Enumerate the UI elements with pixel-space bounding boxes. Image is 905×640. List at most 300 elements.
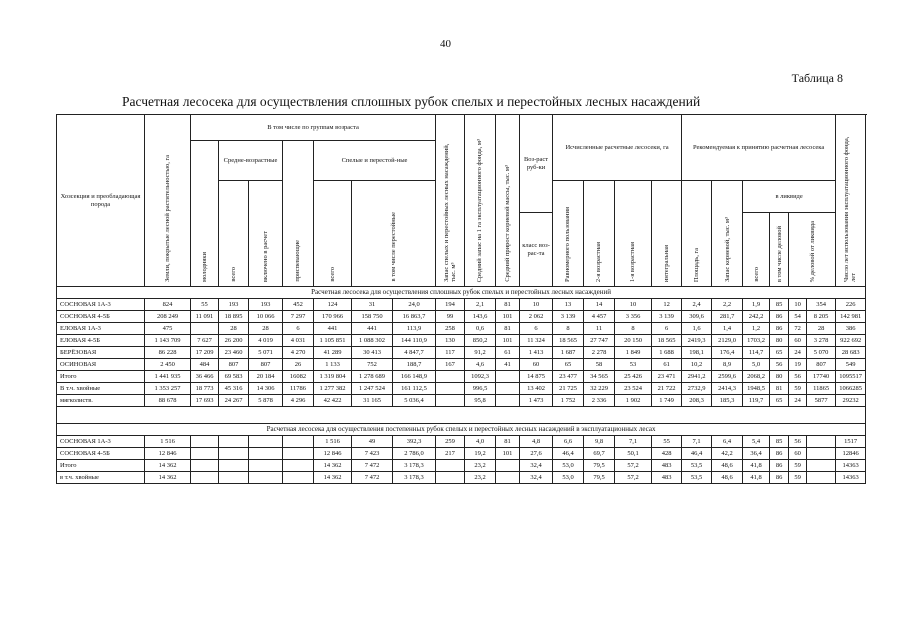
table-cell: 36 466	[191, 371, 219, 383]
table-cell: 176,4	[712, 347, 743, 359]
table-cell: 4,6	[465, 359, 496, 371]
table-cell: 1703,2	[743, 335, 770, 347]
table-row	[57, 383, 866, 395]
table-cell: 3 356	[615, 311, 652, 323]
table-cell: 10	[615, 299, 652, 311]
table-cell: 86	[770, 460, 789, 472]
table-cell: 48,6	[712, 472, 743, 484]
section-gap-cell	[57, 407, 866, 424]
table-cell: 483	[652, 472, 682, 484]
table-cell: 1 247 524	[352, 383, 393, 395]
table-cell: 81	[770, 383, 789, 395]
table-cell: 79,5	[584, 472, 615, 484]
table-cell: 1 752	[553, 395, 584, 407]
table-row	[57, 311, 866, 323]
table-cell: 9,8	[584, 436, 615, 448]
table-cell: 18 773	[191, 383, 219, 395]
table-cell: 17 209	[191, 347, 219, 359]
table-cell: 56	[770, 359, 789, 371]
table-cell: 65	[553, 359, 584, 371]
table-cell: 1,4	[712, 323, 743, 335]
table-cell: 20 184	[249, 371, 283, 383]
table-cell: 2 278	[584, 347, 615, 359]
table-cell	[191, 448, 219, 460]
table-cell: 807	[249, 359, 283, 371]
table-cell: 11 324	[520, 335, 553, 347]
section-1-title: Расчетная лесосека для осуществления сплошных рубок спелых и перестойных лесных насаждений	[57, 287, 866, 299]
page-number: 40	[440, 38, 451, 50]
table-cell: 16 863,7	[393, 311, 436, 323]
table-cell: 17 693	[191, 395, 219, 407]
header-root-stock: Запас корневой, тыс. м³	[712, 181, 743, 287]
table-cell: 29232	[836, 395, 866, 407]
table-cell: 21 725	[553, 383, 584, 395]
table-cell	[219, 436, 249, 448]
header-area-ha: Площадь, га	[682, 181, 712, 287]
table-row	[57, 299, 866, 311]
table-cell: 2419,3	[682, 335, 712, 347]
table-cell: 4 457	[584, 311, 615, 323]
table-cell: 208 249	[145, 311, 191, 323]
table-cell: 14 362	[314, 460, 352, 472]
table-cell: 81	[496, 323, 520, 335]
table-cell: 1 902	[615, 395, 652, 407]
table-cell: 50,1	[615, 448, 652, 460]
row-label: Итого	[57, 460, 145, 472]
table-cell: 21 722	[652, 383, 682, 395]
table-cell: 3 139	[553, 311, 584, 323]
header-stock: Запас спелых и перестойных лесных насаждений, тыс. м³	[436, 115, 465, 287]
table-cell: 1 849	[615, 347, 652, 359]
table-cell: 117	[436, 347, 465, 359]
table-cell: 2 450	[145, 359, 191, 371]
table-cell: 19	[789, 359, 807, 371]
table-cell: 69 583	[219, 371, 249, 383]
table-row	[57, 436, 866, 448]
table-cell: 7 472	[352, 472, 393, 484]
header-ripe-all: всего	[314, 181, 352, 287]
table-cell: 20 150	[615, 335, 652, 347]
table-cell: 2599,6	[712, 371, 743, 383]
table-cell: 60	[520, 359, 553, 371]
table-cell: 45 316	[219, 383, 249, 395]
header-uniform: Равномерного пользования	[553, 181, 584, 287]
table-cell	[219, 460, 249, 472]
header-avg-growth: Средний прирост корневой массы, тыс. м³	[496, 115, 520, 287]
table-cell: 850,2	[465, 335, 496, 347]
table-cell: 309,6	[682, 311, 712, 323]
table-cell: 28 683	[836, 347, 866, 359]
table-cell: 8	[553, 323, 584, 335]
table-cell	[219, 472, 249, 484]
table-cell	[283, 472, 314, 484]
table-cell: 7 472	[352, 460, 393, 472]
table-cell: 144 110,9	[393, 335, 436, 347]
table-row	[57, 472, 866, 484]
section-gap	[57, 407, 866, 424]
table-cell	[496, 472, 520, 484]
table-cell: 3 278	[807, 335, 836, 347]
section-1-body	[57, 287, 866, 407]
table-cell: 166 148,9	[393, 371, 436, 383]
table-cell: 4,0	[465, 436, 496, 448]
table-cell: 6	[520, 323, 553, 335]
table-cell: 1 413	[520, 347, 553, 359]
table-cell: 4 031	[283, 335, 314, 347]
table-cell: 7 297	[283, 311, 314, 323]
table-cell: 2 786,0	[393, 448, 436, 460]
table-cell	[283, 436, 314, 448]
table-cell: 86	[770, 323, 789, 335]
header-integral: интегральная	[652, 181, 682, 287]
table-cell: 99	[436, 311, 465, 323]
table-cell: 5877	[807, 395, 836, 407]
table-cell: 59	[789, 383, 807, 395]
table-label: Таблица 8	[791, 71, 843, 85]
table-cell: 4,8	[520, 436, 553, 448]
table-cell: 452	[283, 299, 314, 311]
header-first-age: 1-я возрастная	[615, 181, 652, 287]
table-cell: 1 105 851	[314, 335, 352, 347]
table-cell: 49	[352, 436, 393, 448]
table-cell: 61	[652, 359, 682, 371]
table-cell: 208,3	[682, 395, 712, 407]
table-cell: 28	[249, 323, 283, 335]
table-cell: 48,6	[712, 460, 743, 472]
table-cell: 2 336	[584, 395, 615, 407]
header-ripe-overmature: Спелые и перестой-ные	[314, 141, 436, 181]
table-cell: 32,4	[520, 472, 553, 484]
table-cell: 14 362	[314, 472, 352, 484]
table-cell: 441	[352, 323, 393, 335]
table-cell	[249, 472, 283, 484]
table-cell	[436, 395, 465, 407]
header-ripening: приспевающие	[283, 141, 314, 287]
forest-felling-table	[56, 114, 866, 484]
table-cell	[283, 460, 314, 472]
row-label: в т.ч. хвойные	[57, 472, 145, 484]
table-cell: 14 306	[249, 383, 283, 395]
table-cell: 1517	[836, 436, 866, 448]
header-area: Земли, покрытые лесной растительностью, га	[145, 115, 191, 287]
table-cell: 53	[615, 359, 652, 371]
table-cell: 85	[770, 436, 789, 448]
table-cell: 7,1	[682, 436, 712, 448]
row-label: В т.ч. хвойные	[57, 383, 145, 395]
table-cell	[807, 436, 836, 448]
table-cell: 65	[770, 395, 789, 407]
table-cell	[496, 383, 520, 395]
header-age-class: класс воз-рас-та	[520, 213, 553, 287]
table-cell: 31 165	[352, 395, 393, 407]
header-liq-pct: % деловой от ликвида	[789, 213, 836, 287]
row-label: ОСИНОВАЯ	[57, 359, 145, 371]
table-row	[57, 323, 866, 335]
table-cell: 18 895	[219, 311, 249, 323]
table-cell: 119,7	[743, 395, 770, 407]
table-cell: 17740	[807, 371, 836, 383]
table-cell: 23 477	[553, 371, 584, 383]
table-cell	[496, 371, 520, 383]
table-cell: 1,9	[743, 299, 770, 311]
table-cell: 1095517	[836, 371, 866, 383]
table-cell: 158 750	[352, 311, 393, 323]
header-felling-age: Воз-раст руб-ки	[520, 115, 553, 213]
table-cell: 80	[770, 335, 789, 347]
table-cell: 95,8	[465, 395, 496, 407]
table-cell	[807, 448, 836, 460]
row-label: мягколиств.	[57, 395, 145, 407]
table-cell: 10,2	[682, 359, 712, 371]
table-cell: 53,5	[682, 460, 712, 472]
table-cell: 1 278 689	[352, 371, 393, 383]
table-cell: 194	[436, 299, 465, 311]
header-second-age: 2-я возрастная	[584, 181, 615, 287]
table-cell: 2 062	[520, 311, 553, 323]
table-cell: 3 178,3	[393, 472, 436, 484]
table-cell: 55	[191, 299, 219, 311]
table-cell: 88 678	[145, 395, 191, 407]
table-cell: 6	[652, 323, 682, 335]
table-cell	[807, 460, 836, 472]
table-cell: 36,4	[743, 448, 770, 460]
table-cell: 1 516	[145, 436, 191, 448]
table-cell: 1 749	[652, 395, 682, 407]
table-cell: 81	[496, 436, 520, 448]
table-title: Расчетная лесосека для осуществления сплошных рубок спелых и перестойных лесных насаждений	[122, 94, 701, 109]
table-cell: 5,0	[743, 359, 770, 371]
table-cell: 824	[145, 299, 191, 311]
table-cell: 24	[789, 395, 807, 407]
table-cell: 193	[249, 299, 283, 311]
table-cell: 41,8	[743, 472, 770, 484]
table-cell: 2732,9	[682, 383, 712, 395]
table-cell: 86	[770, 311, 789, 323]
table-cell: 59	[789, 472, 807, 484]
table-cell: 101	[496, 311, 520, 323]
header-liq-business: в том числе деловой	[770, 213, 789, 287]
section-2-title: Расчетная лесосека для осуществления постепенных рубок спелых и перестойных лесных насаждений в эксплуатационных лесах	[57, 424, 866, 436]
table-cell: 5 071	[249, 347, 283, 359]
table-cell: 1 353 257	[145, 383, 191, 395]
table-cell: 475	[145, 323, 191, 335]
table-cell: 30 413	[352, 347, 393, 359]
table-row	[57, 359, 866, 371]
table-cell: 188,7	[393, 359, 436, 371]
table-cell: 11786	[283, 383, 314, 395]
table-cell: 14363	[836, 460, 866, 472]
table-cell: 32 229	[584, 383, 615, 395]
table-row	[57, 460, 866, 472]
table-row	[57, 347, 866, 359]
table-cell: 81	[496, 299, 520, 311]
table-cell: 41 289	[314, 347, 352, 359]
table-cell: 428	[652, 448, 682, 460]
table-cell: 4 296	[283, 395, 314, 407]
table-cell: 13 402	[520, 383, 553, 395]
table-cell: 11865	[807, 383, 836, 395]
table-cell: 484	[191, 359, 219, 371]
table-cell: 0,6	[465, 323, 496, 335]
table-cell	[436, 472, 465, 484]
table-cell: 101	[496, 335, 520, 347]
table-cell: 161 112,5	[393, 383, 436, 395]
table-cell: 1 143 709	[145, 335, 191, 347]
table-cell: 24,0	[393, 299, 436, 311]
table-cell: 5 878	[249, 395, 283, 407]
table-cell: 10 066	[249, 311, 283, 323]
table-cell: 12 846	[145, 448, 191, 460]
table-cell: 258	[436, 323, 465, 335]
header-liquid: в ликвиде	[743, 181, 836, 213]
table-cell: 752	[352, 359, 393, 371]
table-cell: 27 747	[584, 335, 615, 347]
row-label: СОСНОВАЯ 4-5Б	[57, 448, 145, 460]
table-cell: 27,6	[520, 448, 553, 460]
table-cell	[436, 383, 465, 395]
table-cell: 61	[496, 347, 520, 359]
table-cell: 198,1	[682, 347, 712, 359]
table-cell: 1 688	[652, 347, 682, 359]
table-cell: 6,4	[712, 436, 743, 448]
table-cell: 2,4	[682, 299, 712, 311]
header-mid-all: всего	[219, 181, 249, 287]
table-cell: 11 091	[191, 311, 219, 323]
table-cell: 143,6	[465, 311, 496, 323]
table-cell: 13	[553, 299, 584, 311]
row-label: СОСНОВАЯ 1А-3	[57, 436, 145, 448]
table-cell: 2,2	[712, 299, 743, 311]
table-cell: 8	[615, 323, 652, 335]
table-cell	[191, 472, 219, 484]
table-cell: 4 019	[249, 335, 283, 347]
table-cell: 8 205	[807, 311, 836, 323]
table-header	[57, 115, 866, 287]
table-cell: 5 070	[807, 347, 836, 359]
table-cell: 19,2	[465, 448, 496, 460]
table-cell: 10	[520, 299, 553, 311]
table-cell: 549	[836, 359, 866, 371]
table-cell: 483	[652, 460, 682, 472]
table-cell: 16082	[283, 371, 314, 383]
table-cell: 24	[789, 347, 807, 359]
table-cell: 1 088 302	[352, 335, 393, 347]
table-cell: 113,9	[393, 323, 436, 335]
table-cell: 130	[436, 335, 465, 347]
table-cell: 6	[283, 323, 314, 335]
header-years: Число лет использования эксплуатационного фонда, лет	[836, 115, 866, 287]
table-cell: 53,0	[553, 472, 584, 484]
header-liq-all: всего	[743, 213, 770, 287]
table-cell: 85	[770, 299, 789, 311]
table-cell: 4 270	[283, 347, 314, 359]
table-cell: 23,2	[465, 472, 496, 484]
table-cell: 1092,3	[465, 371, 496, 383]
table-cell: 28	[219, 323, 249, 335]
header-calculated: Исчисленные расчетные лесосеки, га	[553, 115, 682, 181]
row-label: Итого	[57, 371, 145, 383]
table-cell: 226	[836, 299, 866, 311]
table-cell: 4 847,7	[393, 347, 436, 359]
table-cell: 32,4	[520, 460, 553, 472]
table-cell: 25 426	[615, 371, 652, 383]
table-cell: 7 423	[352, 448, 393, 460]
table-cell: 42 422	[314, 395, 352, 407]
header-age-groups: В том числе по группам возраста	[191, 115, 436, 141]
table-row	[57, 371, 866, 383]
table-cell: 12846	[836, 448, 866, 460]
table-cell: 72	[789, 323, 807, 335]
table-cell: 1 687	[553, 347, 584, 359]
table-cell: 57,2	[615, 460, 652, 472]
table-cell: 5 036,4	[393, 395, 436, 407]
table-cell	[191, 323, 219, 335]
table-cell: 26 200	[219, 335, 249, 347]
table-cell	[436, 460, 465, 472]
table-cell: 193	[219, 299, 249, 311]
table-cell: 60	[789, 335, 807, 347]
table-cell: 281,7	[712, 311, 743, 323]
table-cell: 1 277 382	[314, 383, 352, 395]
table-cell: 259	[436, 436, 465, 448]
table-cell: 7,1	[615, 436, 652, 448]
forest-felling-table-container	[56, 114, 862, 488]
table-cell: 114,7	[743, 347, 770, 359]
table-cell: 46,4	[553, 448, 584, 460]
header-recommended: Рекомендуемая к принятию расчетная лесосека	[682, 115, 836, 181]
table-cell: 23 460	[219, 347, 249, 359]
table-cell: 18 565	[652, 335, 682, 347]
header-young: молодняки	[191, 141, 219, 287]
table-cell: 91,2	[465, 347, 496, 359]
table-cell: 60	[789, 448, 807, 460]
table-cell: 46,4	[682, 448, 712, 460]
table-cell: 1 516	[314, 436, 352, 448]
row-label: ЕЛОВАЯ 1А-3	[57, 323, 145, 335]
table-cell: 12 846	[314, 448, 352, 460]
table-cell: 6,6	[553, 436, 584, 448]
table-cell: 23,2	[465, 460, 496, 472]
table-cell: 1 441 935	[145, 371, 191, 383]
table-cell: 86	[770, 472, 789, 484]
table-cell: 1 473	[520, 395, 553, 407]
table-cell: 14363	[836, 472, 866, 484]
table-cell: 5,4	[743, 436, 770, 448]
header-middle-aged: Средне-возрастные	[219, 141, 283, 181]
table-row	[57, 335, 866, 347]
table-cell: 57,2	[615, 472, 652, 484]
table-cell: 2,1	[465, 299, 496, 311]
table-cell: 14 362	[145, 460, 191, 472]
table-cell: 14 362	[145, 472, 191, 484]
table-cell: 101	[496, 448, 520, 460]
table-cell	[191, 436, 219, 448]
table-cell: 69,7	[584, 448, 615, 460]
table-cell: 56	[789, 371, 807, 383]
header-avg-stock: Средний запас на 1 га эксплуатационного фонда, м³	[465, 115, 496, 287]
table-cell	[496, 460, 520, 472]
section-2-body	[57, 424, 866, 484]
table-cell: 807	[807, 359, 836, 371]
table-cell: 1948,5	[743, 383, 770, 395]
table-cell: 996,5	[465, 383, 496, 395]
table-cell: 142 981	[836, 311, 866, 323]
table-cell: 3 139	[652, 311, 682, 323]
table-cell: 1,2	[743, 323, 770, 335]
table-cell	[191, 460, 219, 472]
table-cell: 217	[436, 448, 465, 460]
table-cell: 42,2	[712, 448, 743, 460]
